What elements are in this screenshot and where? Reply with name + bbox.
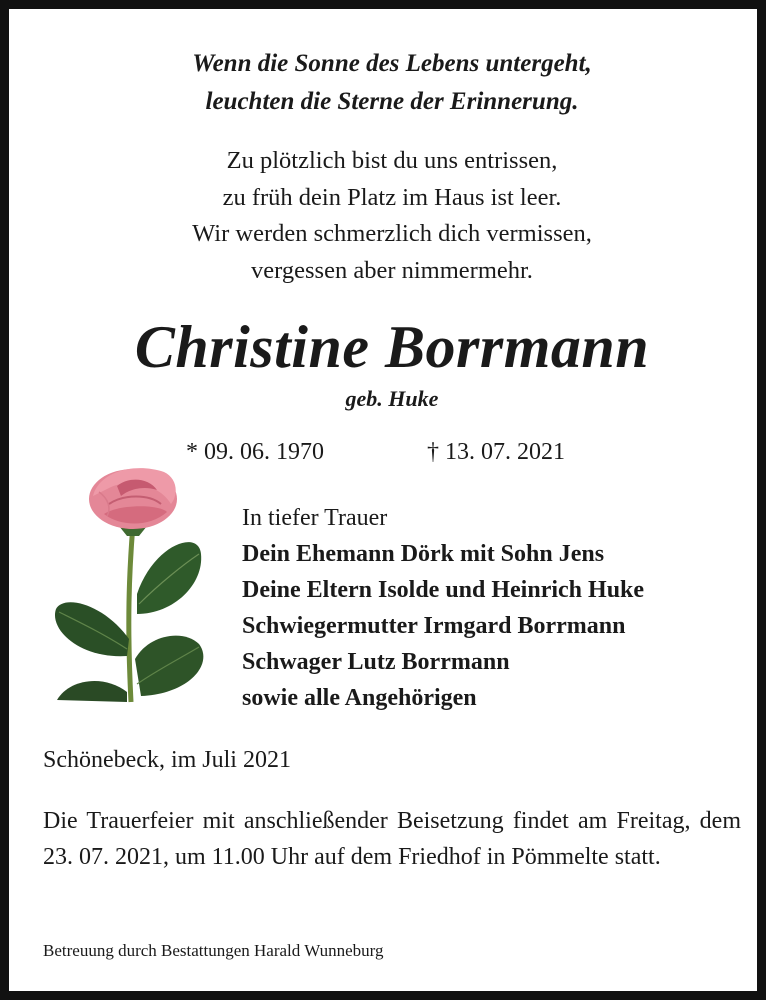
verse-line: Wir werden schmerzlich dich vermissen, (192, 220, 592, 247)
place-date: Schönebeck, im Juli 2021 (43, 747, 291, 773)
mourner-line: Deine Eltern Isolde und Heinrich Huke (242, 577, 645, 603)
mourner-line: sowie alle Angehörigen (242, 685, 477, 711)
mourner-line: Schwiegermutter Irmgard Borrmann (242, 613, 626, 639)
motto (9, 45, 766, 121)
verse-line: vergessen aber nimmermehr. (251, 256, 533, 284)
rose-icon (49, 464, 224, 709)
mourners-block (242, 500, 644, 716)
verse-line: zu früh dein Platz im Haus ist leer. (222, 183, 562, 211)
deceased-name: Christine Borrmann (134, 314, 650, 380)
verse-line: Zu plötzlich bist du uns entrissen, (226, 147, 558, 174)
mourners-intro: In tiefer Trauer (242, 505, 388, 531)
birth-date: * 09. 06. 1970 (186, 439, 324, 465)
mourner-line: Dein Ehemann Dörk mit Sohn Jens (242, 541, 605, 567)
funeral-home: Betreuung durch Bestattungen Harald Wunneburg (43, 941, 384, 960)
mourner-line: Schwager Lutz Borrmann (242, 649, 510, 675)
maiden-name: geb. Huke (345, 386, 439, 411)
motto-line: leuchten die Sterne der Erinnerung. (205, 88, 579, 115)
service-info: Die Trauerfeier mit anschließender Beisetzung findet am Freitag, dem 23. 07. 2021, um 11.00 Uhr auf dem Friedhof in Pömmelte statt. (43, 808, 741, 870)
death-date: † 13. 07. 2021 (427, 439, 565, 465)
verse (9, 143, 766, 289)
motto-line: Wenn die Sonne des Lebens untergeht, (192, 50, 592, 77)
